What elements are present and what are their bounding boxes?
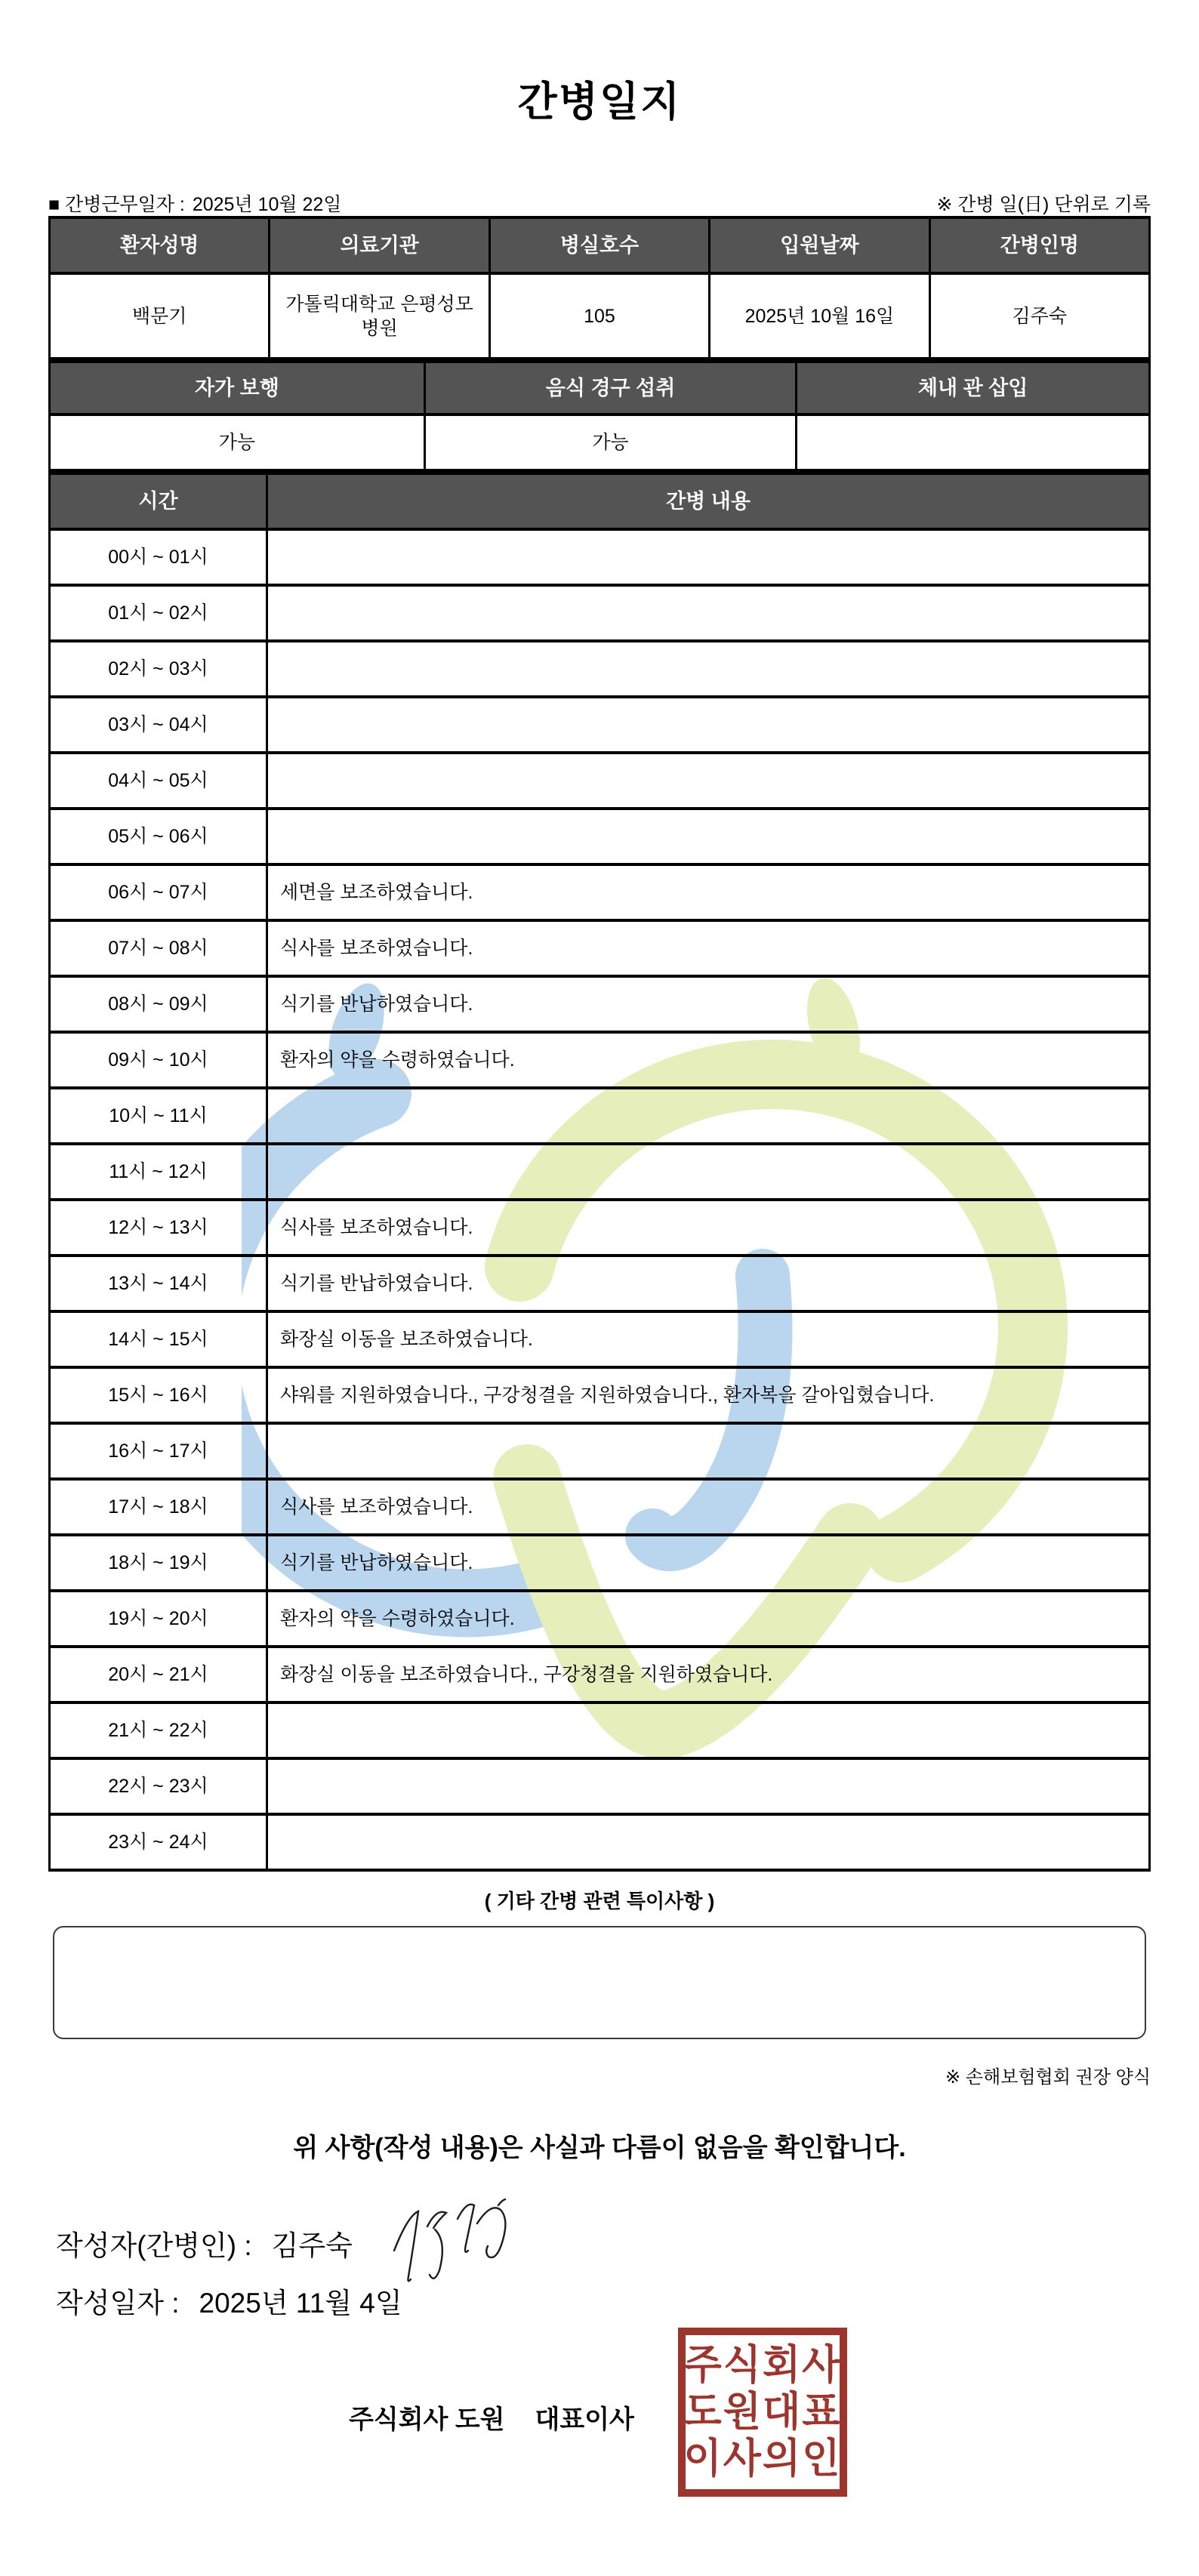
col-header-medical-institution: 의료기관 — [270, 217, 489, 273]
care-row — [50, 1088, 1150, 1144]
care-row-time: 06시 ~ 07시 — [50, 864, 267, 920]
care-row — [50, 976, 1150, 1032]
care-row — [50, 864, 1150, 920]
care-row — [50, 697, 1150, 753]
care-row — [50, 1032, 1150, 1088]
care-row-time: 23시 ~ 24시 — [50, 1814, 267, 1870]
col-header-time: 시간 — [50, 473, 267, 529]
confirmation-statement: 위 사항(작성 내용)은 사실과 다름이 없음을 확인합니다. — [293, 2134, 906, 2162]
status-value-row — [50, 414, 1150, 470]
written-date-label: 작성일자 : — [56, 2288, 180, 2319]
medical-institution-value: 가톨릭대학교 은평성모병원 — [270, 273, 489, 359]
patient-info-header-row — [50, 217, 1150, 273]
recommended-form-note: ※ 손해보험협회 권장 양식 — [945, 2067, 1151, 2088]
care-row — [50, 585, 1150, 641]
care-row — [50, 1591, 1150, 1647]
care-row-content — [267, 697, 1150, 753]
care-row-time: 13시 ~ 14시 — [50, 1256, 267, 1311]
care-row-time: 17시 ~ 18시 — [50, 1479, 267, 1535]
col-header-oral-intake: 음식 경구 섭취 — [424, 362, 796, 414]
care-row-time: 03시 ~ 04시 — [50, 697, 267, 753]
care-row-time: 14시 ~ 15시 — [50, 1311, 267, 1367]
corporate-seal-stamp — [678, 2328, 847, 2497]
unit-note: ※ 간병 일(日) 단위로 기록 — [936, 194, 1151, 215]
care-row-time: 01시 ~ 02시 — [50, 585, 267, 641]
status-header-row — [50, 362, 1150, 414]
special-notes-title: ( 기타 간병 관련 특이사항 ) — [484, 1890, 715, 1912]
col-header-room-number: 병실호수 — [489, 217, 709, 273]
ceo-title: 대표이사 — [535, 2405, 634, 2434]
care-row-time: 20시 ~ 21시 — [50, 1647, 267, 1702]
care-row-content — [267, 809, 1150, 864]
care-row — [50, 1814, 1150, 1870]
writer-line — [56, 2228, 1199, 2264]
work-date-value: 2025년 10월 22일 — [192, 194, 342, 215]
care-row-time: 19시 ~ 20시 — [50, 1591, 267, 1647]
care-row-content: 화장실 이동을 보조하였습니다., 구강청결을 지원하였습니다. — [267, 1647, 1150, 1702]
stamp-text-line: 주식회사 — [683, 2342, 842, 2389]
care-row-time: 10시 ~ 11시 — [50, 1088, 267, 1144]
care-row — [50, 809, 1150, 864]
care-row — [50, 1256, 1150, 1311]
col-header-patient-name: 환자성명 — [50, 217, 270, 273]
care-row-content — [267, 1702, 1150, 1758]
writer-name: 김주숙 — [271, 2230, 353, 2261]
care-row-content: 화장실 이동을 보조하였습니다. — [267, 1311, 1150, 1367]
care-row — [50, 1758, 1150, 1814]
care-row — [50, 641, 1150, 697]
care-row-content — [267, 1814, 1150, 1870]
patient-info-table — [48, 216, 1151, 360]
care-row — [50, 1647, 1150, 1702]
patient-info-value-row — [50, 273, 1150, 359]
care-row — [50, 920, 1150, 976]
writer-label: 작성자(간병인) : — [56, 2230, 252, 2261]
care-row-time: 18시 ~ 19시 — [50, 1535, 267, 1591]
care-row-content — [267, 1144, 1150, 1200]
care-row-content — [267, 1423, 1150, 1479]
care-header-row — [50, 473, 1150, 529]
col-header-tube-inserted: 체내 관 삽입 — [797, 362, 1150, 414]
care-row-content — [267, 529, 1150, 585]
work-date-line — [48, 193, 341, 216]
care-row-time: 12시 ~ 13시 — [50, 1200, 267, 1256]
care-row — [50, 529, 1150, 585]
care-row-time: 22시 ~ 23시 — [50, 1758, 267, 1814]
stamp-text-line: 도원대표 — [683, 2389, 842, 2436]
tube-inserted-value — [797, 414, 1150, 470]
stamp-text-line: 이사의인 — [683, 2436, 842, 2482]
care-row-content — [267, 753, 1150, 809]
care-row-content: 식기를 반납하였습니다. — [267, 1535, 1150, 1591]
care-row — [50, 1144, 1150, 1200]
care-table-body — [50, 473, 1150, 1870]
col-header-admission-date: 입원날짜 — [710, 217, 929, 273]
work-date-label: ■ 간병근무일자 : — [48, 194, 185, 215]
care-row — [50, 1423, 1150, 1479]
care-row-content: 식사를 보조하였습니다. — [267, 920, 1150, 976]
care-row-content — [267, 641, 1150, 697]
room-number-value: 105 — [489, 273, 709, 359]
care-row — [50, 1311, 1150, 1367]
care-row — [50, 1200, 1150, 1256]
special-notes-box — [53, 1926, 1146, 2039]
company-line — [349, 2399, 634, 2436]
care-row-time: 21시 ~ 22시 — [50, 1702, 267, 1758]
care-row-time: 00시 ~ 01시 — [50, 529, 267, 585]
caregiver-name-value: 김주숙 — [929, 273, 1149, 359]
self-walking-value: 가능 — [50, 414, 425, 470]
care-row-content: 환자의 약을 수령하였습니다. — [267, 1032, 1150, 1088]
meta-row — [48, 193, 1151, 216]
care-row-content: 식사를 보조하였습니다. — [267, 1200, 1150, 1256]
care-row-content: 식사를 보조하였습니다. — [267, 1479, 1150, 1535]
written-date-value: 2025년 11월 4일 — [199, 2288, 402, 2319]
admission-date-value: 2025년 10월 16일 — [710, 273, 929, 359]
oral-intake-value: 가능 — [424, 414, 796, 470]
care-row-time: 07시 ~ 08시 — [50, 920, 267, 976]
written-date-line — [56, 2285, 1199, 2322]
patient-name-value: 백문기 — [50, 273, 270, 359]
care-row-time: 16시 ~ 17시 — [50, 1423, 267, 1479]
care-row — [50, 1367, 1150, 1423]
care-row-content: 세면을 보조하였습니다. — [267, 864, 1150, 920]
handwritten-signature — [388, 2198, 528, 2296]
col-header-self-walking: 자가 보행 — [50, 362, 425, 414]
col-header-caregiver-name: 간병인명 — [929, 217, 1149, 273]
col-header-care-content: 간병 내용 — [267, 473, 1150, 529]
hourly-care-table — [48, 472, 1151, 1872]
care-row — [50, 1702, 1150, 1758]
care-row-time: 04시 ~ 05시 — [50, 753, 267, 809]
company-name: 주식회사 도원 — [349, 2405, 505, 2434]
care-row — [50, 1479, 1150, 1535]
company-seal-block — [0, 2328, 1199, 2509]
care-row-time: 08시 ~ 09시 — [50, 976, 267, 1032]
care-row-time: 02시 ~ 03시 — [50, 641, 267, 697]
care-row-time: 11시 ~ 12시 — [50, 1144, 267, 1200]
care-row-time: 09시 ~ 10시 — [50, 1032, 267, 1088]
care-row-content — [267, 585, 1150, 641]
page-title: 간병일지 — [517, 79, 682, 125]
care-row-content: 환자의 약을 수령하였습니다. — [267, 1591, 1150, 1647]
care-row-content: 식기를 반납하였습니다. — [267, 1256, 1150, 1311]
patient-status-table — [48, 360, 1151, 472]
care-row — [50, 1535, 1150, 1591]
care-row-time: 15시 ~ 16시 — [50, 1367, 267, 1423]
care-row-content: 식기를 반납하였습니다. — [267, 976, 1150, 1032]
care-row-time: 05시 ~ 06시 — [50, 809, 267, 864]
care-row-content — [267, 1088, 1150, 1144]
care-row — [50, 753, 1150, 809]
care-row-content — [267, 1758, 1150, 1814]
care-row-content: 샤워를 지원하였습니다., 구강청결을 지원하였습니다., 환자복을 갈아입혔습니다. — [267, 1367, 1150, 1423]
